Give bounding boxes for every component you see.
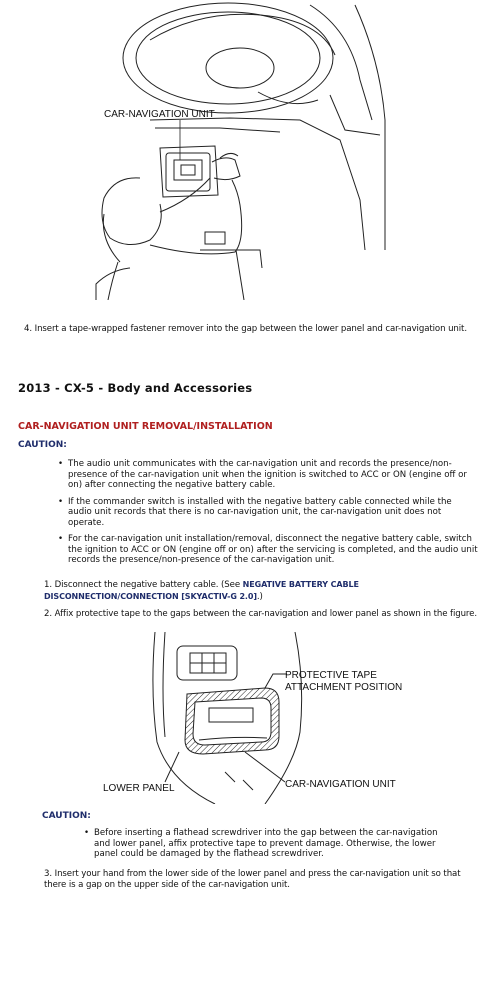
figure2-tape-label-2: ATTACHMENT POSITION — [285, 682, 403, 693]
caution-list — [68, 459, 478, 572]
document-title: 2013 - CX-5 - Body and Accessories — [18, 381, 253, 395]
caution-item: • Before inserting a flathead screwdriver into the gap between the car-navigation and lower panel, affix protective tape to prevent damage. Otherwise, the lower panel could be damaged by the flathead screwdriver. — [94, 828, 454, 860]
step-1-suffix: .) — [256, 592, 263, 602]
protective-tape-illustration — [95, 632, 425, 804]
step-1-text — [44, 579, 484, 603]
caution-list-2 — [94, 828, 454, 866]
step-2-text: 2. Affix protective tape to the gaps between the car-navigation and lower panel as shown in the figure. — [44, 609, 477, 619]
caution-item: • For the car-navigation unit installation/removal, disconnect the negative battery cable, switch the ignition to ACC or ON (engine off or on) after the servicing is completed, and the audio unit records the presence/non-presence of the car-navigation unit. — [68, 534, 478, 566]
caution-item: • The audio unit communicates with the car-navigation unit and records the presence/non-presence of the car-navigation unit when the ignition is switched to ACC or ON (engine off or on) after connecting the negative battery cable. — [68, 459, 478, 491]
step-4-text: 4. Insert a tape-wrapped fastener remover into the gap between the lower panel and car-navigation unit. — [24, 324, 467, 334]
figure2-lower-panel-label: LOWER PANEL — [103, 783, 175, 794]
figure1-label: CAR-NAVIGATION UNIT — [104, 109, 215, 120]
caution-label-2: CAUTION: — [42, 811, 91, 821]
caution-label: CAUTION: — [18, 440, 67, 450]
step-3-text: 3. Insert your hand from the lower side of the lower panel and press the car-navigation unit so that there is a gap on the upper side of the car-navigation unit. — [44, 869, 461, 890]
figure2-tape-label-1: PROTECTIVE TAPE — [285, 670, 377, 681]
step-1-prefix: 1. Disconnect the negative battery cable. (See — [44, 580, 243, 590]
negative-battery-cable-link[interactable]: NEGATIVE BATTERY CABLE DISCONNECTION/CONNECTION [SKYACTIV-G 2.0] — [44, 580, 359, 601]
caution-item: • If the commander switch is installed with the negative battery cable connected while the audio unit records that there is no car-navigation unit, the car-navigation unit does not operate. — [68, 497, 478, 529]
figure2-nav-unit-label: CAR-NAVIGATION UNIT — [285, 779, 396, 790]
section-title: CAR-NAVIGATION UNIT REMOVAL/INSTALLATION — [18, 421, 273, 432]
removal-illustration — [0, 0, 501, 300]
